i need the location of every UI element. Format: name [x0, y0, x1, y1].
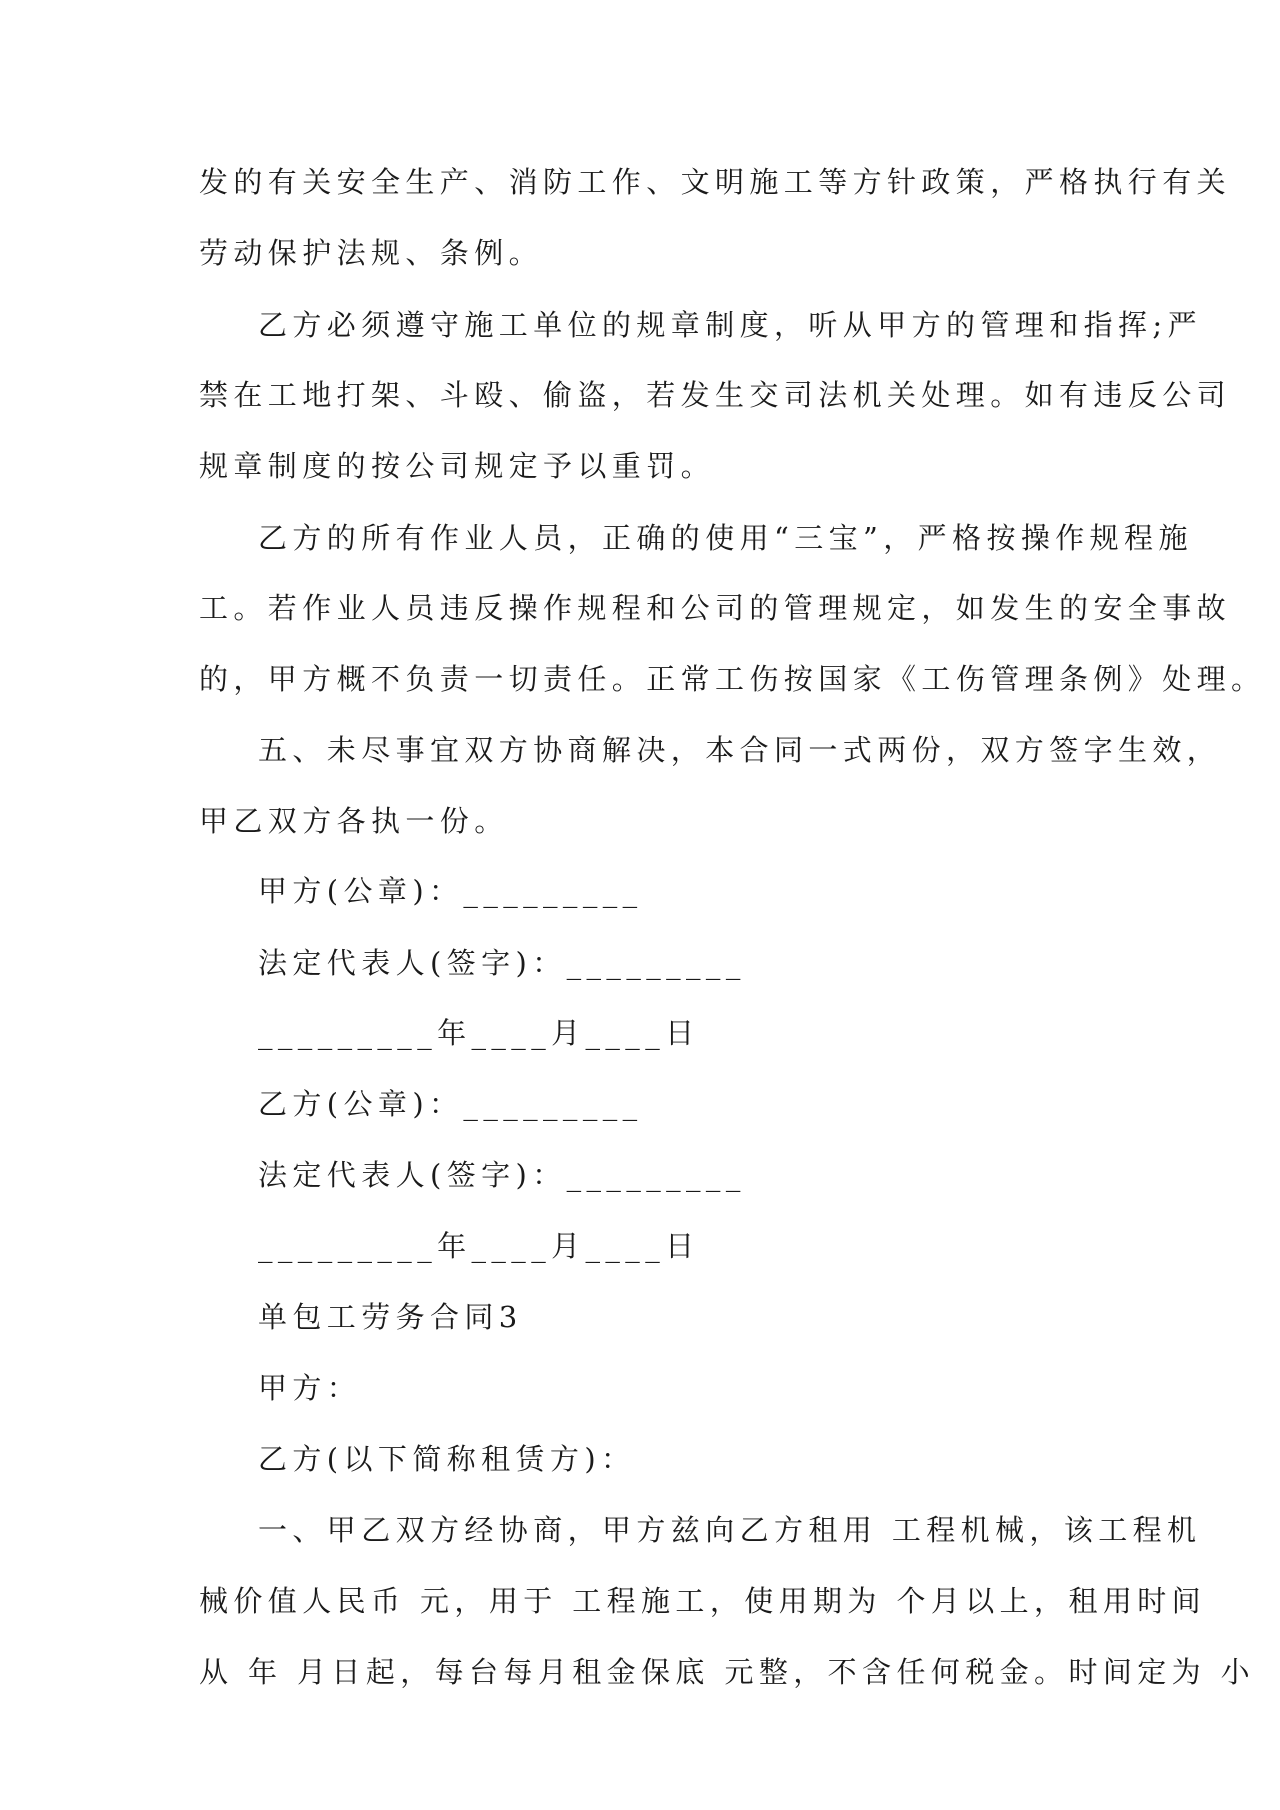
contract-title: 单包工劳务合同3: [258, 1300, 523, 1334]
signature-line-representative-b: 法定代表人(签字)：_________: [258, 1158, 746, 1192]
paragraph-line: 从 年 月日起，每台每月租金保底 元整，不含任何税金。时间定为 小: [199, 1655, 1256, 1689]
party-b-label: 乙方(以下简称租赁方)：: [258, 1442, 636, 1476]
signature-line-party-b: 乙方(公章)：_________: [258, 1087, 643, 1121]
paragraph-line: 禁在工地打架、斗殴、偷盗，若发生交司法机关处理。如有违反公司: [199, 378, 1232, 412]
paragraph-line: 乙方必须遵守施工单位的规章制度，听从甲方的管理和指挥;严: [258, 308, 1202, 342]
date-line-party-a: _________年____月____日: [258, 1016, 700, 1050]
paragraph-line: 甲乙双方各执一份。: [199, 804, 509, 838]
paragraph-line: 规章制度的按公司规定予以重罚。: [199, 449, 716, 483]
paragraph-line: 五、未尽事宜双方协商解决，本合同一式两份，双方签字生效，: [258, 733, 1222, 767]
date-line-party-b: _________年____月____日: [258, 1229, 700, 1263]
signature-line-party-a: 甲方(公章)：_________: [258, 874, 643, 908]
paragraph-line: 发的有关安全生产、消防工作、文明施工等方针政策，严格执行有关: [199, 165, 1232, 199]
paragraph-line: 劳动保护法规、条例。: [199, 236, 544, 270]
paragraph-line: 一、甲乙双方经协商，甲方兹向乙方租用 工程机械，该工程机: [258, 1513, 1202, 1547]
signature-line-representative-a: 法定代表人(签字)：_________: [258, 946, 746, 980]
paragraph-line: 工。若作业人员违反操作规程和公司的管理规定，如发生的安全事故: [199, 591, 1232, 625]
paragraph-line: 乙方的所有作业人员，正确的使用“三宝”，严格按操作规程施: [258, 521, 1193, 555]
party-a-label: 甲方：: [258, 1371, 362, 1405]
paragraph-line: 械价值人民币 元，用于 工程施工，使用期为 个月以上，租用时间: [199, 1584, 1207, 1618]
paragraph-line: 的，甲方概不负责一切责任。正常工伤按国家《工伤管理条例》处理。: [199, 662, 1266, 696]
